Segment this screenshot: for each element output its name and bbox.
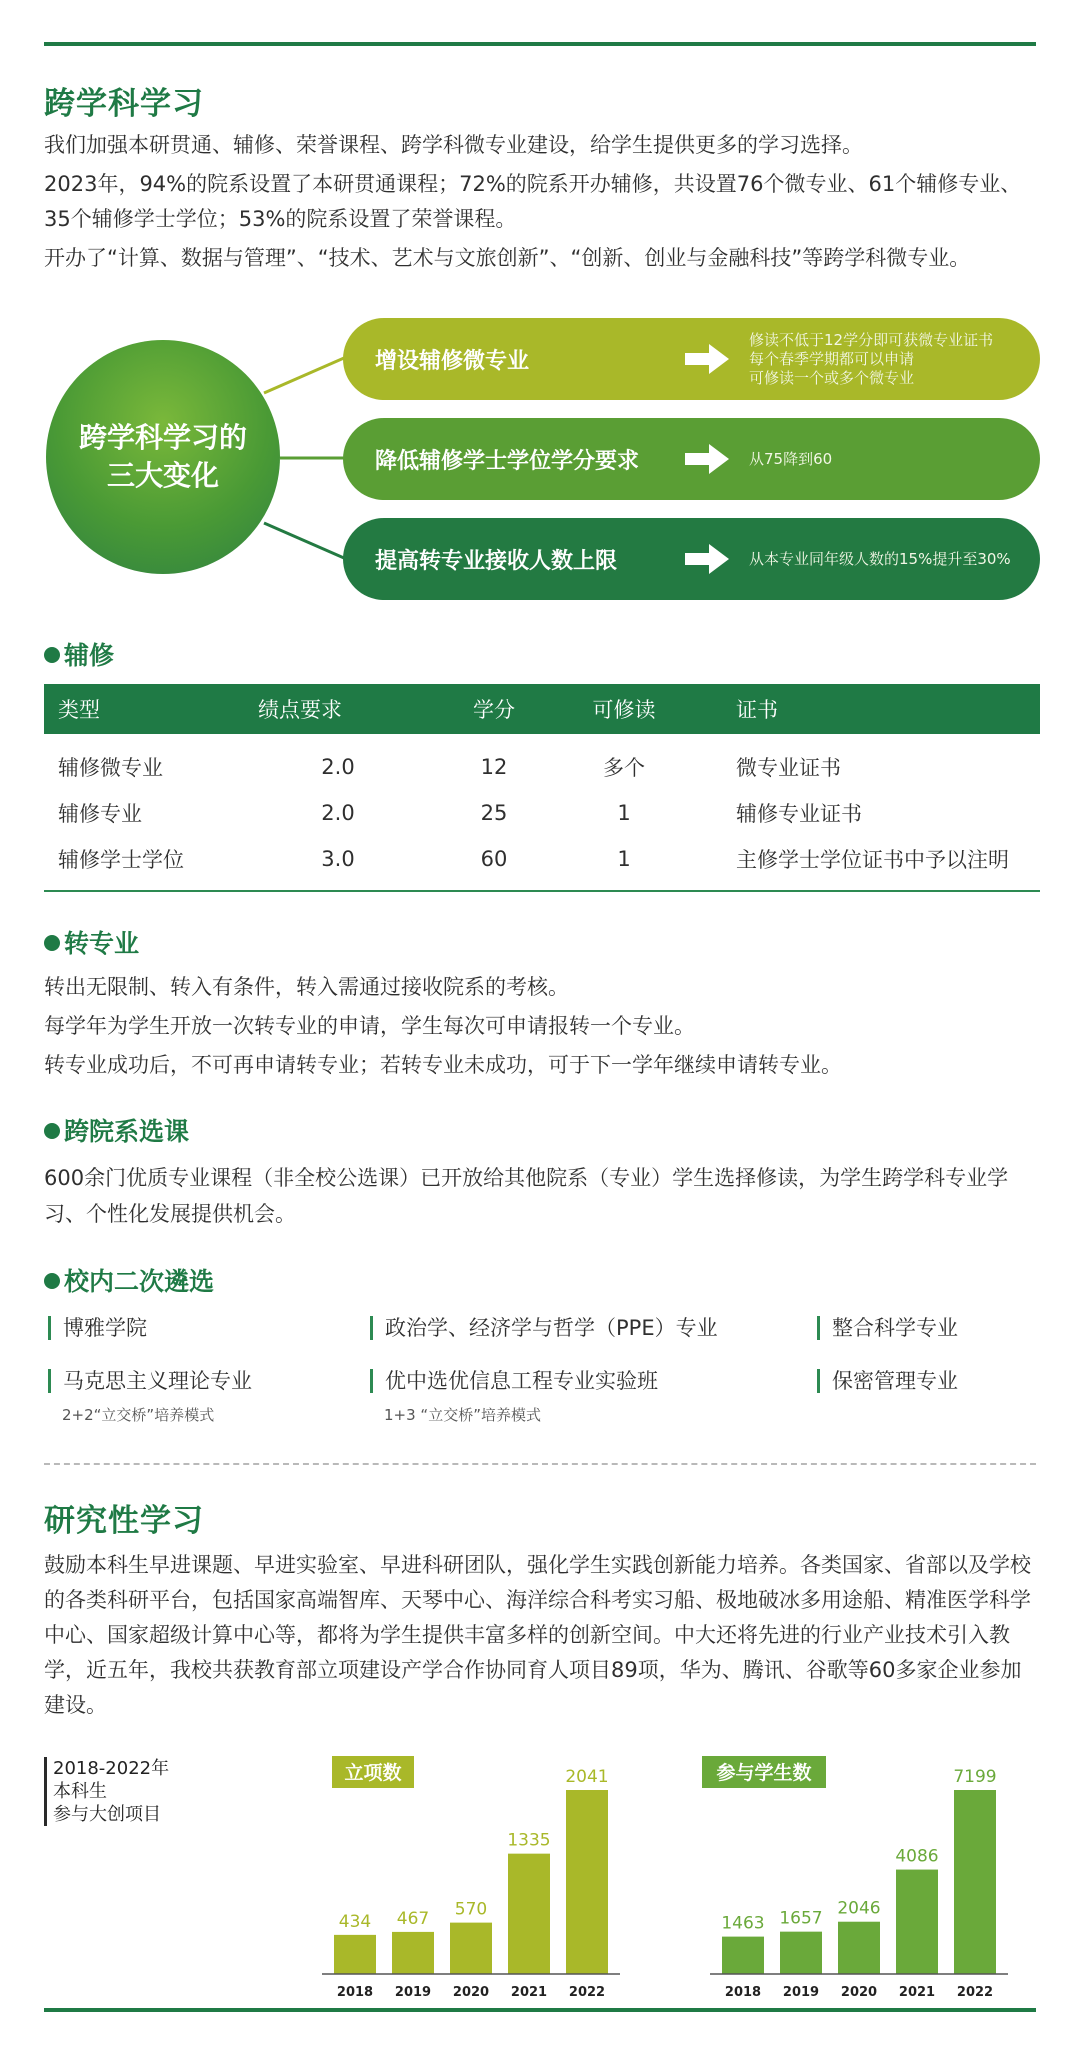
- selection-item: 马克思主义理论专业: [48, 1369, 252, 1393]
- x-tick-label: 2019: [394, 1985, 432, 2000]
- selection-item: 保密管理专业: [817, 1369, 958, 1393]
- table-cell: 2.0: [321, 755, 355, 779]
- research-text: 鼓励本科生早进课题、早进实验室、早进科研团队，强化学生实践创新能力培养。各类国家、省部以及学校的各类科研平台，包括国家高端智库、天琴中心、海洋综合科考实习船、极地破冰多用途船、精准医学科学中心、国家超级计算中心等，都将为学生提供丰富多样的创新空间。中大还将先进的行业产业技术引入教学，近五年，我校共获教育部立项建设产学合作协同育人项目89项，华为、腾讯、谷歌等60多家企业参加建设。: [44, 1553, 1031, 1717]
- selection-item: 政治学、经济学与哲学（PPE）专业: [370, 1316, 718, 1340]
- minor-heading-text: 辅修: [64, 641, 115, 670]
- bar-value-label: 1335: [507, 1830, 551, 1851]
- bar-value-label: 7199: [953, 1767, 997, 1787]
- dashed-divider: [44, 1463, 1036, 1465]
- selection-item-note: 1+3 “立交桥”培养模式: [384, 1406, 541, 1424]
- table-row: [44, 836, 1040, 882]
- change-desc: [749, 550, 1011, 569]
- change-desc-line: 可修读一个或多个微专业: [749, 368, 915, 387]
- students-bar-chart: [690, 1750, 1020, 2000]
- transfer-line: 转出无限制、转入有条件，转入需通过接收院系的考核。: [44, 975, 569, 999]
- bar: [896, 1870, 938, 1974]
- chart-caption-line: 本科生: [53, 1781, 107, 1802]
- table-cell: 辅修专业: [58, 802, 142, 826]
- table-bottom-rule: [44, 890, 1040, 892]
- intro-paragraph: 我们加强本研贯通、辅修、荣誉课程、跨学科微专业建设，给学生提供更多的学习选择。: [44, 133, 863, 157]
- bar-value-label: 2041: [565, 1767, 609, 1787]
- change-desc: [749, 450, 832, 469]
- bar-value-label: 434: [338, 1911, 372, 1932]
- change-desc-line: 修读不低于12学分即可获微专业证书: [749, 330, 994, 349]
- center-circle: [46, 340, 280, 574]
- bar-value-label: 2046: [837, 1898, 881, 1919]
- section-title-interdisciplinary: 跨学科学习: [44, 86, 204, 122]
- selection-item: 整合科学专业: [817, 1316, 958, 1340]
- selection-item: 优中选优信息工程专业实验班: [370, 1369, 658, 1393]
- center-label-line1: 跨学科学习的: [78, 421, 247, 454]
- table-cell: 微专业证书: [736, 756, 841, 780]
- cross-dept-text: 600余门优质专业课程（非全校公选课）已开放给其他院系（专业）学生选择修读，为学生跨学科专业学习、个性化发展提供机会。: [44, 1166, 1009, 1226]
- bullet-dot-icon: [44, 647, 60, 663]
- top-rule: [44, 42, 1036, 46]
- intro-paragraphs: [44, 128, 1036, 276]
- projects-bar-chart: [320, 1750, 630, 2000]
- selection-item-note: 2+2“立交桥”培养模式: [62, 1406, 215, 1424]
- table-row: [44, 744, 1040, 790]
- table-cell: 辅修专业证书: [736, 802, 862, 826]
- chart-title: 参与学生数: [716, 1762, 812, 1784]
- x-tick-label: 2022: [956, 1985, 994, 2000]
- bar: [838, 1922, 880, 1974]
- x-tick-label: 2021: [510, 1985, 548, 2000]
- right-arrow-icon: [685, 544, 729, 574]
- table-cell: 60: [480, 847, 508, 871]
- transfer-line: 每学年为学生开放一次转专业的申请，学生每次可申请报转一个专业。: [44, 1014, 695, 1038]
- x-tick-label: 2019: [782, 1985, 820, 2000]
- minor-table: [44, 684, 1040, 892]
- x-tick-label: 2020: [452, 1985, 490, 2000]
- change-desc-line: 从75降到60: [749, 449, 833, 468]
- bullet-dot-icon: [44, 1273, 60, 1289]
- change-desc: [749, 331, 993, 388]
- table-cell: 辅修微专业: [58, 756, 163, 780]
- x-tick-label: 2018: [724, 1985, 762, 2000]
- selection-item: 博雅学院: [48, 1316, 147, 1340]
- x-tick-label: 2021: [898, 1985, 936, 2000]
- change-pill-2: [343, 418, 1040, 500]
- bar: [566, 1790, 608, 1974]
- minor-heading: [44, 636, 114, 672]
- header-cell: 证书: [736, 698, 778, 722]
- header-cell: 学分: [473, 698, 515, 722]
- bar: [450, 1923, 492, 1974]
- change-desc-line: 每个春季学期都可以申请: [749, 349, 915, 368]
- table-header: [44, 684, 1040, 734]
- bar: [508, 1854, 550, 1974]
- change-desc-line: 从本专业同年级人数的15%提升至30%: [749, 549, 1011, 568]
- second-selection-heading-text: 校内二次遴选: [64, 1267, 215, 1296]
- header-cell: 绩点要求: [258, 698, 342, 722]
- transfer-text: [44, 968, 1036, 1085]
- section-title-research: 研究性学习: [44, 1503, 204, 1539]
- bullet-dot-icon: [44, 935, 60, 951]
- right-arrow-icon: [685, 444, 729, 474]
- change-title: 提高转专业接收人数上限: [375, 548, 618, 574]
- second-selection-heading: [44, 1262, 214, 1298]
- bar-value-label: 467: [396, 1908, 430, 1929]
- bar: [722, 1937, 764, 1974]
- change-pill-1: [343, 318, 1040, 400]
- bar-value-label: 4086: [895, 1846, 939, 1867]
- transfer-line: 转专业成功后，不可再申请转专业；若转专业未成功，可于下一学年继续申请转专业。: [44, 1053, 842, 1077]
- bar-value-label: 1463: [721, 1913, 765, 1934]
- change-title: 降低辅修学士学位学分要求: [375, 448, 640, 474]
- table-cell: 辅修学士学位: [58, 848, 184, 872]
- three-changes-diagram: [44, 318, 1040, 608]
- chart-caption-line: 参与大创项目: [53, 1804, 161, 1825]
- bar: [780, 1932, 822, 1974]
- table-cell: 多个: [603, 756, 645, 780]
- table-cell: 25: [480, 801, 508, 825]
- table-cell: 3.0: [321, 847, 355, 871]
- table-cell: 主修学士学位证书中予以注明: [736, 848, 1009, 872]
- table-cell: 1: [617, 801, 631, 825]
- cross-dept-heading: [44, 1112, 189, 1148]
- change-title: 增设辅修微专业: [375, 348, 530, 374]
- x-tick-label: 2022: [568, 1985, 606, 2000]
- bar-value-label: 570: [454, 1899, 488, 1920]
- intro-paragraph: 2023年，94%的院系设置了本研贯通课程；72%的院系开办辅修，共设置76个微专业、61个辅修专业、35个辅修学士学位；53%的院系设置了荣誉课程。: [44, 172, 1022, 231]
- transfer-heading-text: 转专业: [64, 929, 140, 958]
- table-row: [44, 790, 1040, 836]
- table-cell: 12: [480, 755, 508, 779]
- bullet-dot-icon: [44, 1123, 60, 1139]
- header-cell: 可修读: [592, 698, 656, 722]
- center-label-line2: 三大变化: [106, 459, 219, 492]
- change-pill-3: [343, 518, 1040, 600]
- table-cell: 1: [617, 847, 631, 871]
- chart-caption-line: 2018-2022年: [53, 1758, 170, 1779]
- cross-dept-heading-text: 跨院系选课: [64, 1117, 190, 1146]
- chart-caption: [44, 1757, 169, 1826]
- right-arrow-icon: [685, 344, 729, 374]
- bar: [954, 1790, 996, 1974]
- header-cell: 类型: [58, 698, 100, 722]
- intro-paragraph: 开办了“计算、数据与管理”、“技术、艺术与文旅创新”、“创新、创业与金融科技”等跨学科微专业。: [44, 246, 971, 270]
- bottom-rule: [44, 2008, 1036, 2012]
- bar: [392, 1932, 434, 1974]
- chart-title: 立项数: [344, 1762, 402, 1784]
- x-tick-label: 2018: [336, 1985, 374, 2000]
- table-cell: 2.0: [321, 801, 355, 825]
- bar: [334, 1935, 376, 1974]
- x-tick-label: 2020: [840, 1985, 878, 2000]
- transfer-heading: [44, 924, 139, 960]
- bar-value-label: 1657: [779, 1908, 823, 1929]
